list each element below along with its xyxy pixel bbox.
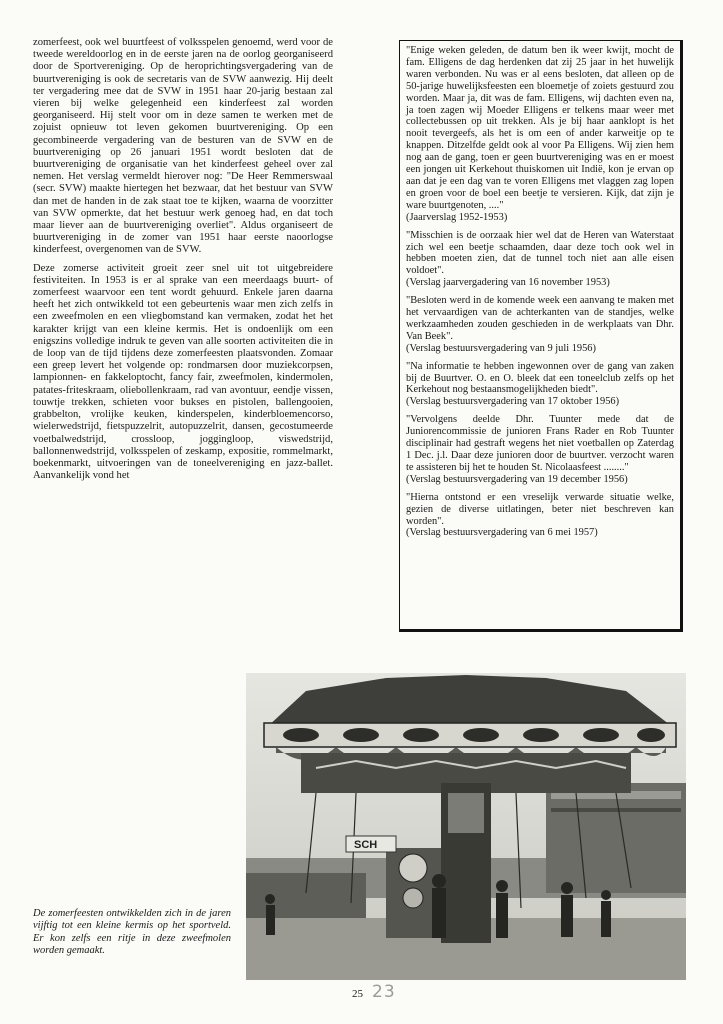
paragraph-2: Deze zomerse activiteit groeit zeer snel uit tot uitgebreidere festiviteiten. In 1953 is er al sprake van een meerdaags buurt- of zomerfeest waarvoor een tent wordt gehuurd. Enkele jaren daarna heeft het zich ontwikkeld tot een gebeurtenis waar men zich zelfs in een zweefmolen en een vliegbomstand kan vermaken, zodat het het karakter krijgt van een kleine kermis. Het is ondoenlijk om een enigszins volledige indruk te geven van alle soorten activiteiten die in de loop van de tijd tijdens deze zomerfeesten plaatsvonden. Zomaar een greep levert het volgende op: rondmarsen door muziekcorpsen, lampionnen- en fakkeloptocht, fancy fair, zweefmolen, kindermolen, patates-friteskraam, oliebollenkraam, rad van avontuur, eendje vissen, touwtje trekken, schieten voor bukses en pistolen, ballengooien, grabbelton, vrolijke keuken, kinderspelen, kinderbloemencorso, wielerwedstrijd, fietspuzzelrit, autopuzzelrit, dansen, gecostumeerde voetbalwedstrijd, crossloop, joggingloop, viswedstrijd, ballonnenwedstrijd, volksspelen of zeskamp, expositie, rommelmarkt, boekenmarkt, uitvoeringen van de toneelvereniging en jazz-ballet. Aanvankelijk vond het (33, 262, 333, 482)
sign-text: SCH (354, 839, 378, 851)
handwritten-page-mark: 23 (372, 982, 396, 1002)
quote-text: "Besloten werd in de komende week een aanvang te maken met het vervaardigen van de achterkanten van de standjes, welke werkzaamheden zouden geschieden in de werkplaats van Dhr. Van Beek". (406, 295, 674, 342)
quote-entry-6 (406, 492, 674, 540)
quote-source: (Verslag bestuursvergadering van 17 oktober 1956) (406, 396, 620, 408)
left-text-column (33, 37, 333, 488)
quote-source: (Jaarverslag 1952-1953) (406, 211, 508, 223)
quote-source: (Verslag jaarvergadering van 16 november 1953) (406, 277, 610, 289)
quote-entry-3 (406, 295, 674, 355)
quote-entry-2 (406, 230, 674, 290)
paragraph-1: zomerfeest, ook wel buurtfeest of volksspelen genoemd, werd voor de tweede wereldoorlog en in de eerste jaren na de oorlog georganiseerd door de Sportvereniging. Op de heroprichtingsvergadering van de buurtvereniging is ook de secretaris van de SVW aanwezig. Hij deelt ter vergadering mee dat de SVW in 1951 haar 20-jarig bestaan zal vieren bij welke gelegenheid een kinderfeest zal worden georganiseerd. Hij stelt voor om in deze samen te werken met de zojuist opnieuw tot leven gekomen buurtvereniging. Op een gecombineerde vergadering van de besturen van de SVW en de buurtvereniging op 26 januari 1951 wordt besloten dat de buurtvereniging de organisatie van het kinderfeest geheel over zal nemen. Het verslag vermeldt hierover nog: "De Heer Remmerswaal (secr. SVW) maakte hiertegen het bezwaar, dat het bestuur van SVW dan met de handen in de zak staat toe te kijken, waarna de voorzitter van SVW opmerkte, dat het bestuur werk genoeg had, en dat toch maar liever aan de buurtvereniging overliet". Aldus organiseert de buurtvereniging in de zomer van 1951 haar eerste naoorlogse kinderfeest, overgenomen van de SVW. (33, 37, 333, 256)
quote-entry-1 (406, 45, 674, 224)
photo-caption: De zomerfeesten ontwikkelden zich in de jaren vijftig tot een kleine kermis op het sportveld. Er kon zelfs een ritje in deze zweefmolen worden gemaakt. (33, 908, 231, 957)
swing-carousel-illustration (246, 673, 686, 980)
quote-source: (Verslag bestuursvergadering van 6 mei 1957) (406, 527, 598, 539)
quote-text: "Hierna ontstond er een vreselijk verwarde situatie welke, gezien de diverse uitlatingen, beter niet beschreven kan worden". (406, 491, 674, 527)
page-number: 25 (352, 988, 363, 1000)
quote-text: "Misschien is de oorzaak hier wel dat de Heren van Waterstaat zich wel een beetje schaamden, daar deze toch ook wel in hebben moeten zien, dat de tunnel toch niet aan alle eisen voldoet". (406, 229, 674, 277)
quote-entry-4 (406, 361, 674, 409)
quote-text: "Vervolgens deelde Dhr. Tuunter mede dat de Juniorencommissie de junioren Frans Rader en Rob Tuunter disciplinair had gestraft wegens het niet voetballen op Zaterdag 1 Dec. j.l. Daar deze junioren door de buurtver. verzocht waren te assisteren bij het te houden St. Nicolaasfeest ........" (406, 414, 674, 473)
quote-source: (Verslag bestuursvergadering van 9 juli 1956) (406, 342, 596, 354)
quote-text: "Enige weken geleden, de datum ben ik weer kwijt, mocht de fam. Elligens de dag herdenken dat zij 25 jaar in het huwelijk waren verbonden. Nu was er al eens besloten, dat alleen op de 50-jarige huwelijksfeesten een bloemetje of zoiets gestuurd zou worden. Maar ja, dit was de fam. Elligens, wij dachten even na, ja toen zagen wij Moeder Elligens er telkens maar weer met collectebussen op uit trekken. Als je bij haar aanklopt is het nooit tevergeefs, als het is om een of ander karweitje op te knappen. Ditzelfde geldt ook al voor Pa Elligens. Wij zien hem nog aan de gang, toen er geen buurtvereniging was en er moest een jongen uit Kerkehout thuiskomen uit Indië, kon je ervan op aan dat je een dag van te voren Elligens met vlaggen zag lopen en groen voor de boel een beetje te versieren. Kijk, dat zijn je ware buurtgenoten, ...." (406, 45, 674, 211)
quote-text: "Na informatie te hebben ingewonnen over de gang van zaken bij de Buurtver. O. en O. bleek dat een toneelclub zelfs op het Kerkehout nog bestaansmogelijkheden biedt". (406, 360, 674, 396)
quote-source: (Verslag bestuursvergadering van 19 december 1956) (406, 473, 628, 485)
quotes-box (399, 40, 683, 632)
quote-entry-5 (406, 414, 674, 485)
carousel-photo (246, 673, 686, 980)
